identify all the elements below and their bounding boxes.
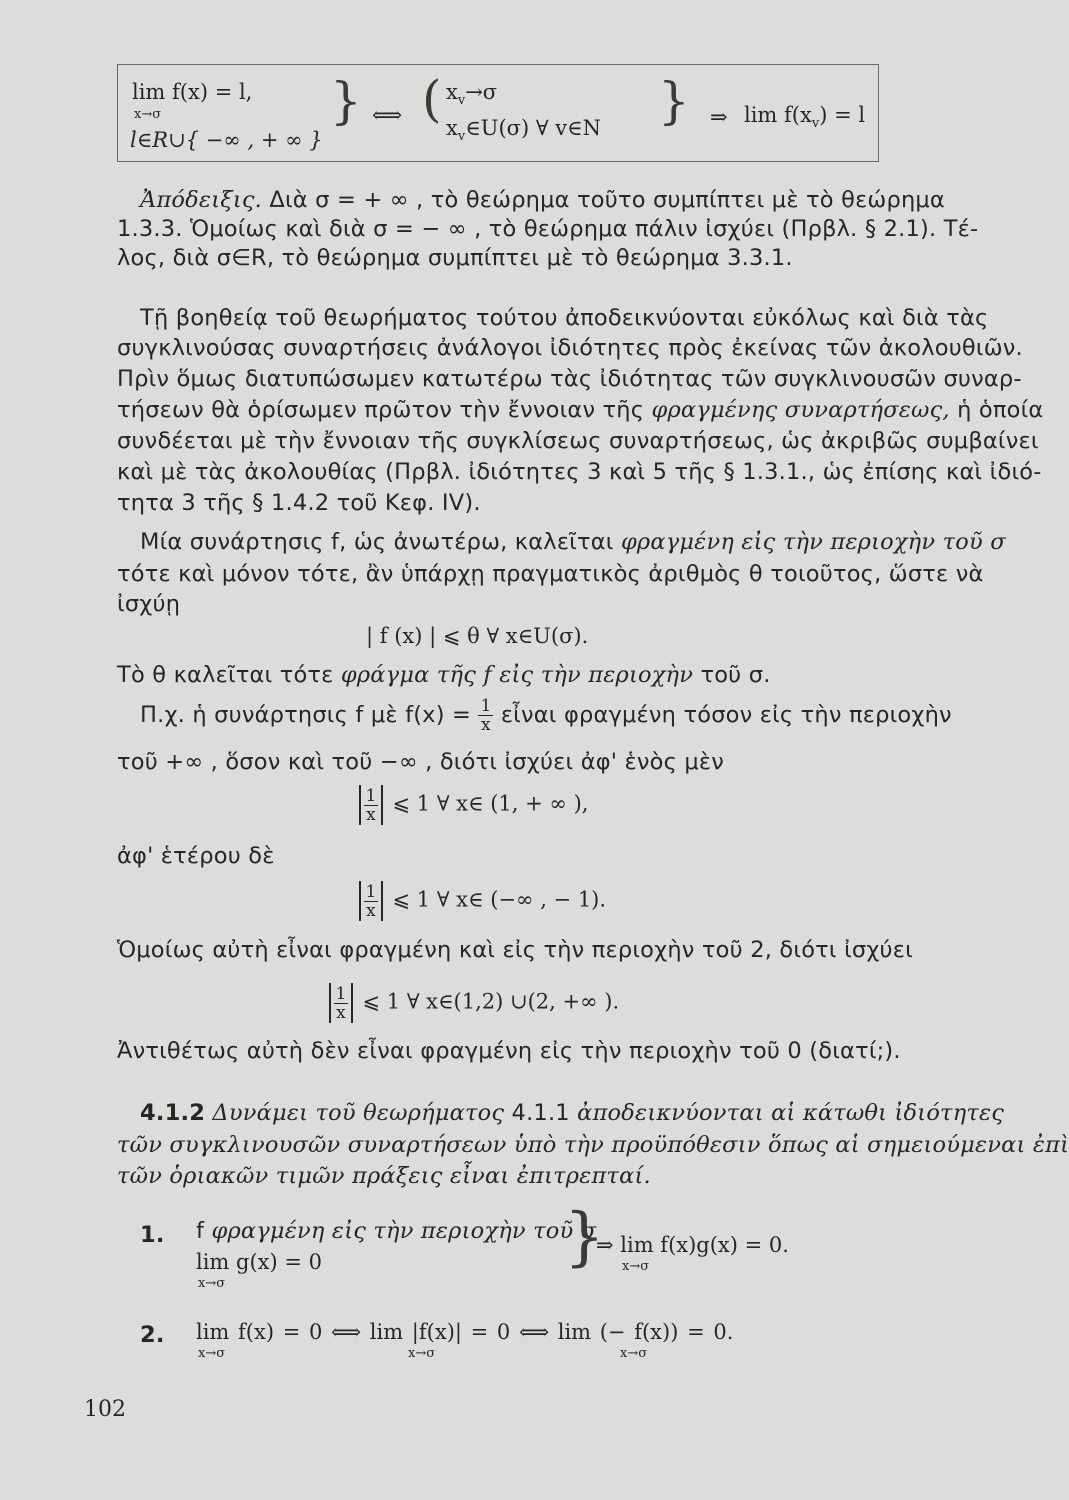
box-result: $\lim f(x_v) = l$ [744,103,866,132]
proof-line-3: λος, διὰ σ∈R, τὸ θεώρημα συμπίπτει μὲ τὸ θεώρημα 3.3.1. [117,245,793,271]
proof-line-2: 1.3.3. Ὁμοίως καὶ διὰ σ = − ∞ , τὸ θεώρημα πάλιν ἰσχύει (Πρβλ. § 2.1). Τέ- [117,216,979,242]
example-line-5: Ἀντιθέτως αὐτὴ δὲν εἶναι φραγμένη εἰς τὴν περιοχὴν τοῦ 0 (διατί;). [117,1038,901,1064]
item-2-number: 2. [140,1322,165,1348]
example-inequality-1: $\frac{1}{x}$ ⩽ 1 ∀ x∈ (1, + ∞ ), [356,785,588,825]
section-line-3: τῶν ὁριακῶν τιμῶν πράξεις εἶναι ἐπιτρεπταί. [117,1163,651,1189]
example-inequality-2: $\frac{1}{x}$ ⩽ 1 ∀ x∈ (−∞ , − 1). [356,881,606,921]
box-equiv-arrow: ⟺ [372,103,403,127]
example-line-2: τοῦ +∞ , ὅσον καὶ τοῦ −∞ , διότι ἰσχύει ἀφ' ἑνὸς μὲν [117,749,725,775]
item-2-sub-1: x→σ [198,1346,226,1361]
right-brace-2: } [658,72,690,130]
item-2-sub-2: x→σ [408,1346,436,1361]
example-inequality-3: $\frac{1}{x}$ ⩽ 1 ∀ x∈(1,2) ∪(2, +∞ ). [326,983,619,1023]
section-line-2: τῶν συγκλινουσῶν συναρτήσεων ὑπὸ τὴν προϋπόθεσιν ὅπως αἱ σημειούμεναι ἐπὶ [117,1132,1069,1158]
proof-line-1: Ἀπόδειξις. Διὰ σ = + ∞ , τὸ θεώρημα τοῦτο συμπίπτει μὲ τὸ θεώρημα [140,187,945,213]
para2-line-2: τότε καὶ μόνον τότε, ἂν ὑπάρχῃ πραγματικὸς ἀριθμὸς θ τοιοῦτος, ὥστε νὰ [117,561,984,587]
box-lim-sub: x→σ [134,107,162,122]
item-1-brace: } [564,1200,605,1274]
item-1-condition-2-sub: x→σ [198,1276,226,1291]
section-line-1: 4.1.2 Δυνάμει τοῦ θεωρήματος 4.1.1 ἀποδεικνύονται αἱ κάτωθι ἰδιότητες [140,1100,1005,1126]
box-domain: l∈R∪{ −∞ , + ∞ } [130,128,323,152]
section-number: 4.1.2 [140,1100,206,1126]
para2-line-4: Τὸ θ καλεῖται τότε φράγμα τῆς f εἰς τὴν περιοχὴν τοῦ σ. [117,662,771,688]
para1-line-7: τητα 3 τῆς § 1.4.2 τοῦ Κεφ. IV). [117,490,481,516]
item-1-result: ⇒ lim f(x)g(x) = 0. [596,1233,789,1257]
example-line-1: Π.χ. ἡ συνάρτησις f μὲ f(x) = $\frac{1}{x}$ εἶναι φραγμένη τόσον εἰς τὴν περιοχὴν [140,696,952,735]
para1-line-5: συνδέεται μὲ τὴν ἔννοιαν τῆς συγκλίσεως συναρτήσεως, ὡς ἀκριβῶς συμβαίνει [117,428,1039,454]
item-2-expression: lim f(x) = 0 ⟺ lim |f(x)| = 0 ⟺ lim (− f(x)) = 0. [196,1320,734,1344]
item-1-number: 1. [140,1222,165,1248]
box-seq-top: $x_v\to\sigma$ [446,80,498,109]
para2-line-1: Μία συνάρτησις f, ὡς ἀνωτέρω, καλεῖται φραγμένη εἰς τὴν περιοχὴν τοῦ σ [140,529,1006,555]
example-line-3: ἀφ' ἑτέρου δὲ [117,843,275,869]
box-lim-line: lim f(x) = l, [132,80,253,104]
page-number: 102 [84,1397,126,1422]
para1-line-3: Πρὶν ὅμως διατυπώσωμεν κατωτέρω τὰς ἰδιότητας τῶν συγκλινουσῶν συναρ- [117,366,1022,392]
example-line-4: Ὁμοίως αὐτὴ εἶναι φραγμένη καὶ εἰς τὴν περιοχὴν τοῦ 2, διότι ἰσχύει [117,937,913,963]
box-implies: ⇒ [710,105,728,129]
item-1-condition-2: lim g(x) = 0 [196,1250,322,1274]
para2-line-3: ἰσχύῃ [117,591,181,617]
box-seq-bottom: $x_v\in U(\sigma)$ ∀ v∈N [446,116,601,145]
para1-line-6: καὶ μὲ τὰς ἀκολουθίας (Πρβλ. ἰδιότητες 3 καὶ 5 τῆς § 1.3.1., ὡς ἐπίσης καὶ ἰδιό- [117,459,1042,485]
para1-line-1: Τῇ βοηθείᾳ τοῦ θεωρήματος τούτου ἀποδεικνύονται εὐκόλως καὶ διὰ τὰς [140,305,989,331]
item-1-result-sub: x→σ [622,1259,650,1274]
bound-inequality: | f (x) | ⩽ θ ∀ x∈U(σ). [366,624,589,648]
item-2-sub-3: x→σ [620,1346,648,1361]
left-paren: ( [422,70,442,128]
para1-line-4: τήσεων θὰ ὁρίσωμεν πρῶτον τὴν ἔννοιαν τῆς φραγμένης συναρτήσεως, ἡ ὁποία [117,397,1044,423]
para1-line-2: συγκλινούσας συναρτήσεις ἀνάλογοι ἰδιότητες πρὸς ἐκείνας τῶν ἀκολουθιῶν. [117,335,1023,361]
right-brace-1: } [330,72,362,130]
item-1-condition-1: f φραγμένη εἰς τὴν περιοχὴν τοῦ σ [196,1218,597,1244]
fraction-1-over-x: $\frac{1}{x}$ [480,696,492,735]
